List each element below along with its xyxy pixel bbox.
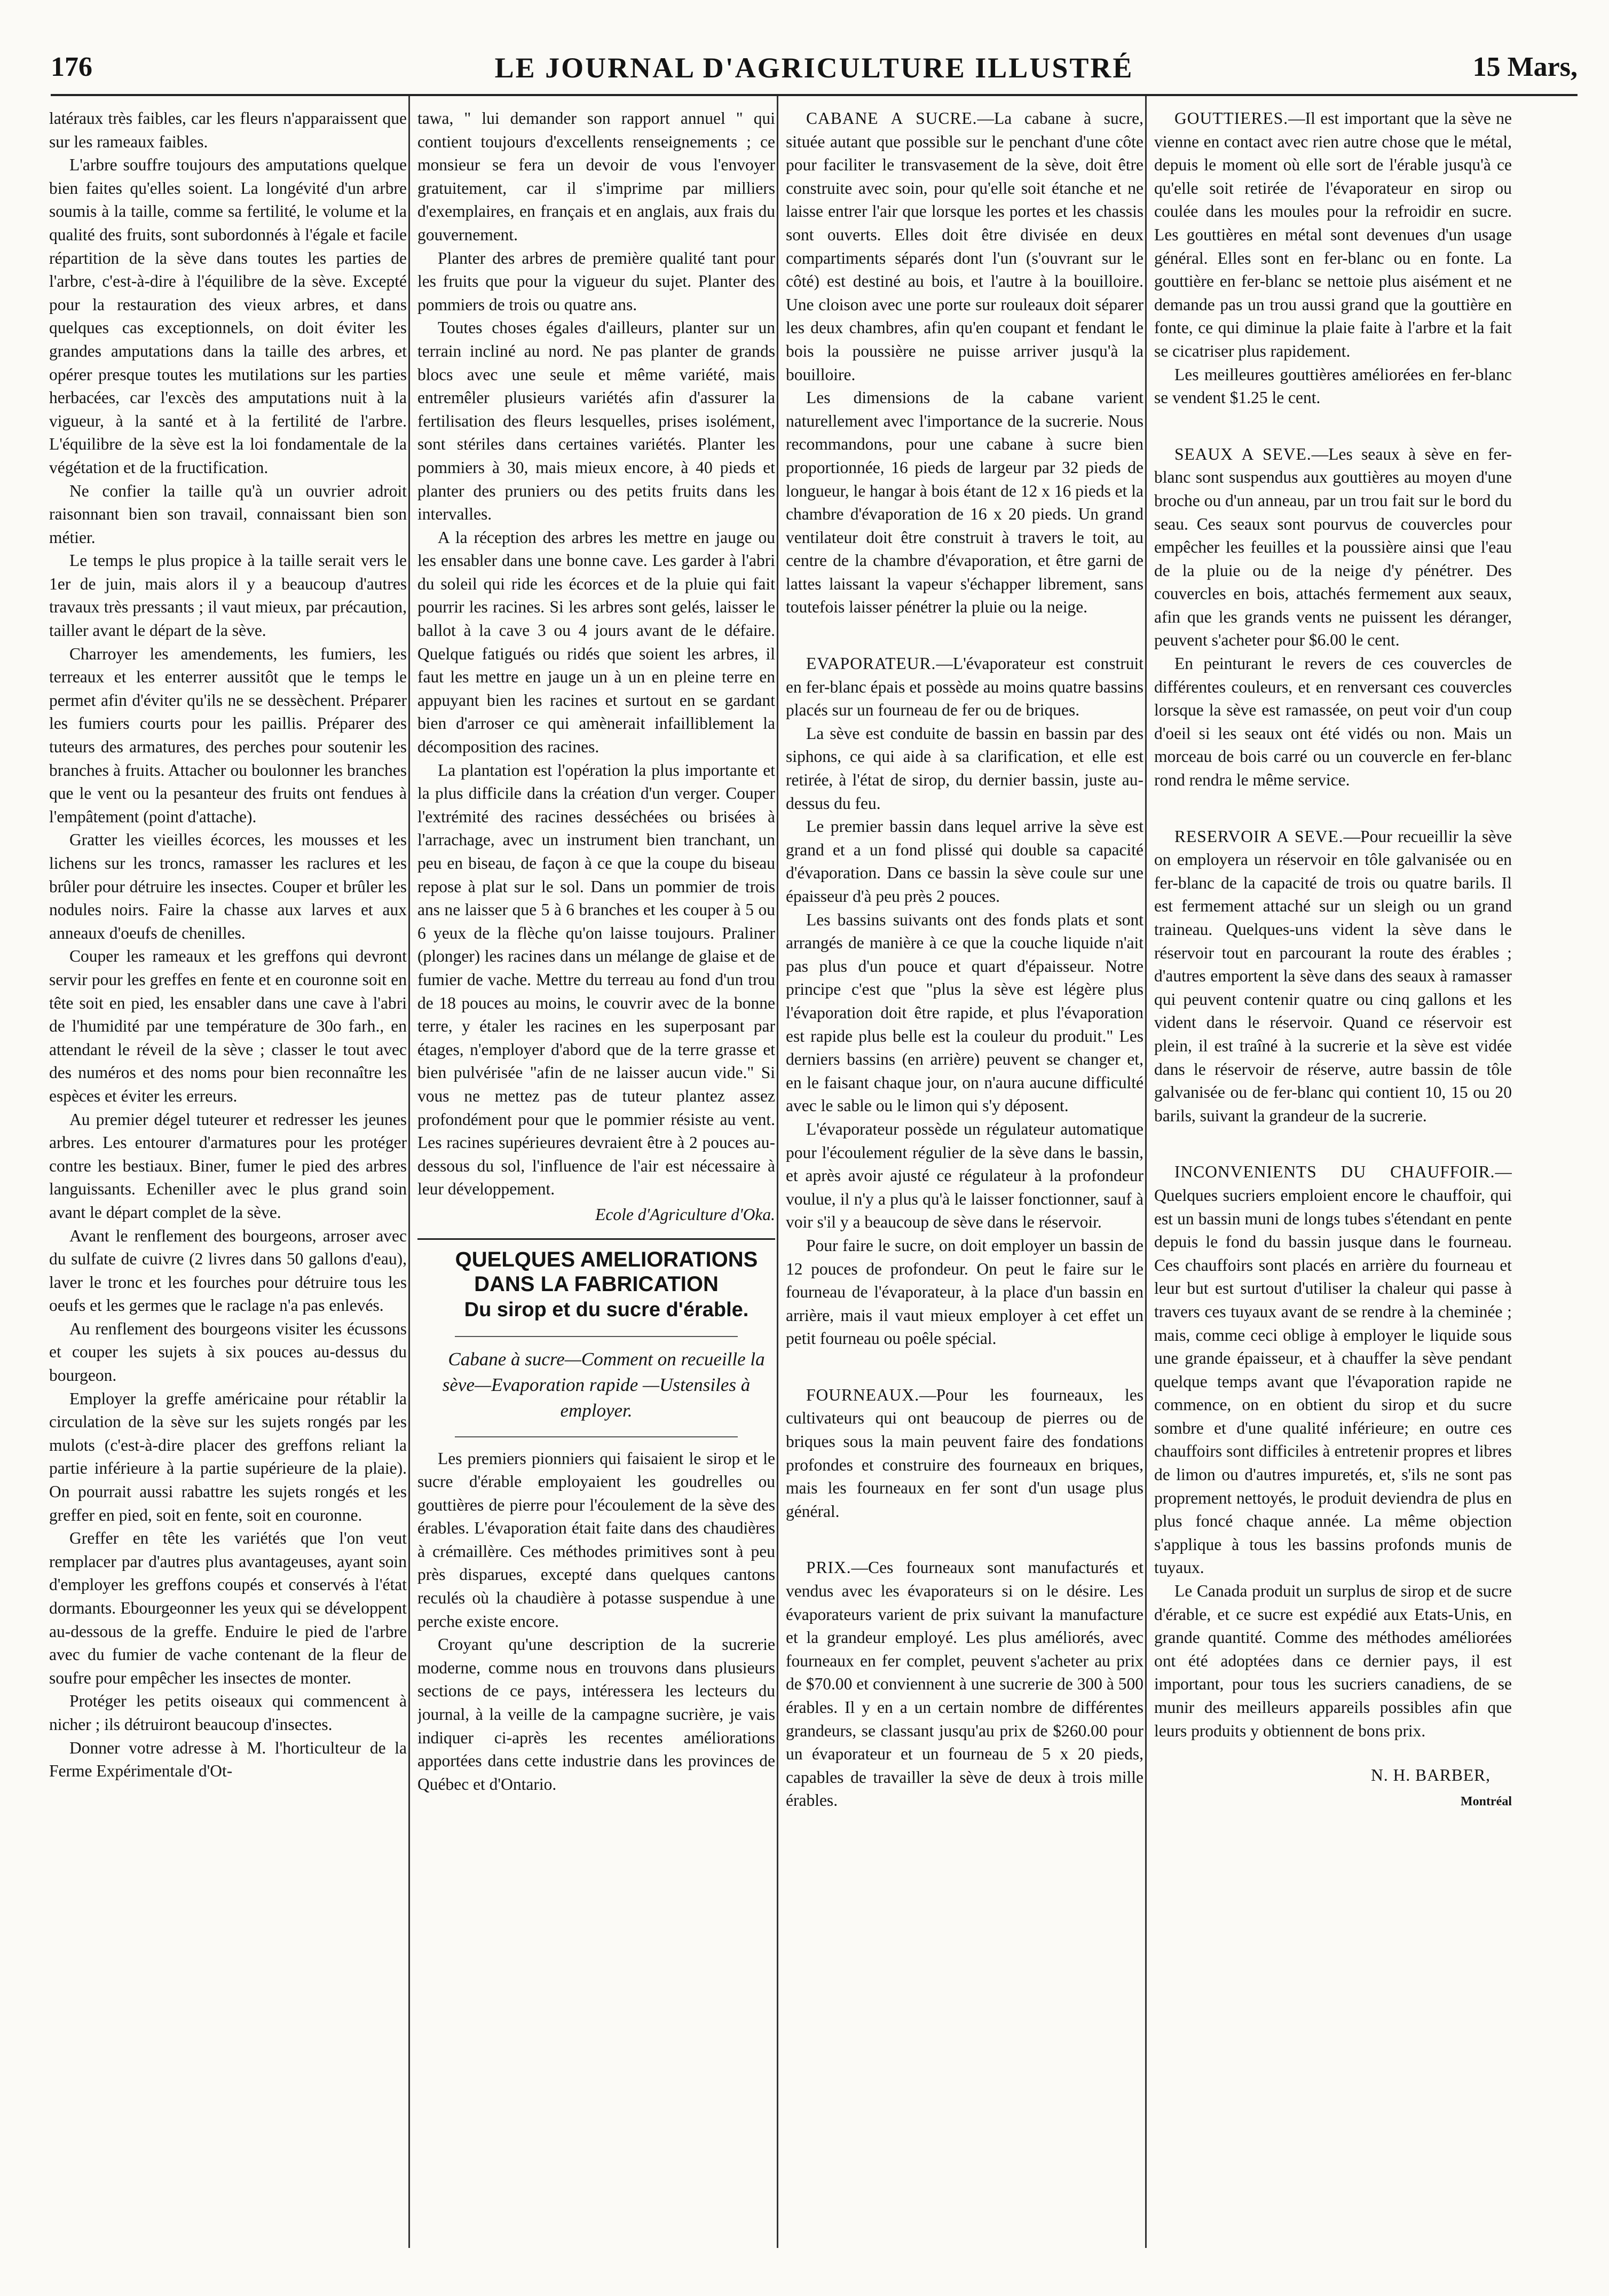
paragraph-text: Les seaux à sève en fer-blanc sont suspendus aux gouttières au moyen d'une broche ou d'un anneau, par un trou fait sur le bord du seau. Ces seaux sont pourvus de couvercles pour empêcher les feuilles et la poussière ainsi que l'eau de la pluie ou de la neige d'y pénétrer. Des couvercles en bois, attachés fermement aux seaux, afin que les grands vents ne puissent les déranger, peuvent s'acheter pour $6.00 le cent. (1154, 444, 1512, 650)
section-heading: EVAPORATEUR. (806, 654, 936, 673)
section-paragraph: SEAUX A SEVE.—Les seaux à sève en fer-blanc sont suspendus aux gouttières au moyen d'une broche ou d'un anneau, par un trou fait sur le bord du seau. Ces seaux sont pourvus de couvercles pour empêcher les feuilles et la poussière ainsi que l'eau de la pluie ou de la neige d'y pénétrer. Des couvercles en bois, attachés fermement aux seaux, afin que les grands vents ne puissent les déranger, peuvent s'acheter pour $6.00 le cent. (1154, 444, 1512, 650)
column-rule-3 (1145, 96, 1147, 2248)
paragraph: Planter des arbres de première qualité tant pour les fruits que pour la vigueur du sujet. Planter des pommiers de trois ou quatre ans. (417, 248, 775, 314)
paragraph: L'arbre souffre toujours des amputations quelque bien faites qu'elles soient. La longévité d'un arbre soumis à la taille, comme sa fertilité, le volume et la qualité des fruits, sont subordonnés à l'égale et facile répartition de la sève dans toutes les parties de l'arbre, c'est-à-dire à l'équilibre de la sève. Excepté pour la restauration des vieux arbres, et dans quelques cas exceptionnels, on doit éviter les grandes amputations dans la taille des arbres, et opérer presque toutes les mutilations sur les parties herbacées, car l'excès des amputations nuit à la vigueur, à la santé et à la fertilité de l'arbre. L'équilibre de la sève est la loi fondamentale de la végétation et de la fructification. (49, 155, 407, 477)
paragraph-text: Ces fourneaux sont manufacturés et vendus avec les évaporateurs si on le désire. Les évaporateurs varient de prix suivant la manufacture et la grandeur employé. Les plus améliorés, avec fourneaux en fer complet, peuvent s'acheter au prix de $70.00 et conviennent à une sucrerie de 300 à 500 érables. Il y en a un certain nombre de différentes grandeurs, se classant jusqu'au prix de $260.00 pour un évaporateur et un fourneau de 5 x 20 pieds, capables de travailler la sève de deux à trois mille érables. (786, 1558, 1143, 1810)
paragraph-text: L'évaporateur est construit en fer-blanc épais et possède au moins quatre bassins placés sur un fourneau de fer ou de briques. (786, 654, 1143, 720)
section-heading: CABANE A SUCRE. (806, 109, 977, 128)
paragraph-text: Pour recueillir la sève on employera un réservoir en tôle galvanisée ou en fer-blanc de la capacité de trois ou quatre barils. Il est fermement attaché sur un sleigh ou un grand traineau. Quelques-uns vident la sève dans le réservoir tout en parcourant la route des érables ; d'autres emportent la sève dans des seaux à ramasser qui peuvent contenir quatre ou cinq gallons et les vident dans le réservoir. Quand ce réservoir est plein, il est traîné à la sucrerie et la sève est vidée dans le réservoir de réserve, autre bassin de tôle galvanisée ou de fer-blanc qui contient 10, 15 ou 20 barils, suivant la grandeur de la sucrerie. (1154, 827, 1512, 1125)
paragraph: Le premier bassin dans lequel arrive la sève est grand et a un fond plissé qui double sa capacité d'évaporation. Dans ce bassin la sève coule sur une épaisseur d'à peu près 2 pouces. (786, 817, 1143, 906)
paragraph: La plantation est l'opération la plus importante et la plus difficile dans la création d'un verger. Couper l'extrémité des racines desséchées ou brisées à l'arrachage, avec un instrument bien tranchant, un peu en biseau, de façon à ce que la coupe du biseau repose à plat sur le sol. Dans un pommier de trois ans ne laisser que 5 à 6 branches et les couper à 5 ou 6 yeux de la flèche qu'on laisse toujours. Praliner (plonger) les racines dans un mélange de glaise et de fumier de vache. Mettre du terreau au fond d'un trou de 18 pouces au moins, le couvrir avec de la bonne terre, y étaler les racines en les superposant par étages, n'employer d'abord que de la terre grasse et bien pulvérisée "afin de ne laisser aucun vide." Si vous ne mettez pas de tuteur plantez assez profondément pour que le pommier résiste au vent. Les racines supérieures devraient être à 2 pouces au-dessous du sol, l'influence de l'air est nécessaire à leur développement. (417, 760, 775, 1199)
spacer (1154, 410, 1512, 443)
summary-rule (455, 1436, 738, 1437)
paragraph: latéraux très faibles, car les fleurs n'apparaissent que sur les rameaux faibles. (49, 109, 407, 151)
section-heading: FOURNEAUX. (806, 1385, 920, 1404)
section-paragraph: EVAPORATEUR.—L'évaporateur est construit en fer-blanc épais et possède au moins quatre bassins placés sur un fourneau de fer ou de briques. (786, 654, 1143, 720)
paragraph: Charroyer les amendements, les fumiers, les terreaux et les enterrer aussitôt que le temps le permet afin d'éviter qu'ils ne se dessèchent. Préparer les fumiers courts pour les paillis. Préparer des tuteurs des armatures, des perches pour soutenir les branches à fruits. Attacher ou boulonner les branches que le vent ou la pesanteur des fruits ont fendues à l'empâtement (point d'attache). (49, 644, 407, 826)
paragraph-text: Pour les fourneaux, les cultivateurs qui ont beaucoup de pierres ou de briques sous la main peuvent faire des fondations profondes et construire des fourneaux en briques, mais les fourneaux en fer sont d'un usage plus général. (786, 1385, 1143, 1521)
section-heading: RESERVOIR A SEVE. (1174, 827, 1344, 846)
article-title: QUELQUES AMELIORATIONS DANS LA FABRICATION (455, 1247, 758, 1296)
paragraph: Protéger les petits oiseaux qui commencent à nicher ; ils détruiront beaucoup d'insectes. (49, 1692, 407, 1734)
spacer (786, 1350, 1143, 1383)
paragraph: tawa, " lui demander son rapport annuel " qui contient toujours d'excellents renseignements ; ce monsieur se fera un devoir de vous l'envoyer gratuitement, car il s'imprime par milliers d'exemplaires, en français et en anglais, aux frais du gouvernement. (417, 109, 775, 244)
paragraph-text: La cabane à sucre, située autant que possible sur le penchant d'une côte pour faciliter le transvasement de la sève, doit être construite avec soin, pour qu'elle soit étanche et ne laisse entrer l'air que lorsque les portes et les chassis sont ouverts. Elles doit être divisée en deux compartiments séparés dont l'un (s'ouvrant sur le côté) est destiné au bois, et l'autre à la bouilloire. Une cloison avec une porte sur rouleaux doit séparer les deux chambres, afin qu'en coupant et fendant le bois la poussière ne puisse arriver jusqu'à la bouilloire. (786, 109, 1143, 384)
section-paragraph: INCONVENIENTS DU CHAUFFOIR.—Quelques sucriers emploient encore le chauffoir, qui est un bassin muni de longs tubes s'étendant en pente depuis le fond du bassin jusque dans le fourneau. Ces chauffoirs sont placés en arrière du fourneau et leur but est surtout d'utiliser la chaleur qui passe à travers ces tuyaux avant de se rendre à la cheminée ; mais, comme ceci oblige à employer le liquide sous une grande épaisseur, et à chauffer la sève pendant quelque temps avant que l'évaporation rapide ne commence, on en obtient du sirop et du sucre sombre et d'une qualité inférieure; en outre ces chauffoirs sont difficiles à entretenir propres et libres de limon ou d'autres impuretés, et, s'ils ne sont pas proprement nettoyés, le produit deviendra de plus en plus foncé chaque année. La même objection s'applique à tous les bassins profonds munis de tuyaux. (1154, 1162, 1512, 1577)
paragraph: L'évaporateur possède un régulateur automatique pour l'écoulement régulier de la sève dans le bassin, et après avoir ajusté ce régulateur à la profondeur voulue, il n'y a plus qu'à le laisser fonctionner, sauf à voir s'il y a beaucoup de sève dans le réservoir. (786, 1119, 1143, 1232)
author-place: Montréal (1461, 1794, 1512, 1809)
section-paragraph: CABANE A SUCRE.—La cabane à sucre, située autant que possible sur le penchant d'une côte pour faciliter le transvasement de la sève, doit être construite avec soin, pour qu'elle soit étanche et ne laisse entrer l'air que lorsque les portes et les chassis sont ouverts. Elles doit être divisée en deux compartiments séparés dont l'un (s'ouvrant sur le côté) est destiné au bois, et l'autre à la bouilloire. Une cloison avec une porte sur rouleaux doit séparer les deux chambres, afin qu'en coupant et fendant le bois la poussière ne puisse arriver jusqu'à la bouilloire. (786, 109, 1143, 384)
paragraph: Avant le renflement des bourgeons, arroser avec du sulfate de cuivre (2 livres dans 50 gallons d'eau), laver le tronc et les fourches pour détruire tous les oeufs et les germes que le raclage n'a pas enlevés. (49, 1226, 407, 1315)
paragraph: Les premiers pionniers qui faisaient le sirop et le sucre d'érable employaient les goudrelles ou gouttières de pierre pour l'écoulement de la sève des érables. L'évaporation était faite dans des chaudières à crémaillère. Ces méthodes primitives sont à peu près disparues, excepté dans quelques cantons reculés où la chaudière à potasse suspendue à une perche existe encore. (417, 1449, 775, 1631)
column-4 (1154, 107, 1512, 2259)
paragraph: Greffer en tête les variétés que l'on veut remplacer par d'autres plus avantageuses, ayant soin d'employer les greffons coupés et conservés à l'état dormants. Ebourgeonner les yeux qui se développent au-dessous de la greffe. Enduire le pied de l'arbre avec du fumier de vache contenant de la fleur de soufre pour empêcher les insectes de monter. (49, 1529, 407, 1687)
paragraph: La sève est conduite de bassin en bassin par des siphons, ce qui aide à sa clarification, et elle est retirée, à l'état de sirop, du dernier bassin, juste au-dessus du feu. (786, 724, 1143, 813)
paragraph: Donner votre adresse à M. l'horticulteur de la Ferme Expérimentale d'Ot- (49, 1738, 407, 1781)
column-rule-2 (777, 96, 778, 2248)
paragraph: Gratter les vieilles écorces, les mousses et les lichens sur les troncs, ramasser les raclures et les brûler pour détruire les insectes. Couper et brûler les nodules noirs. Faire la chasse aux larves et aux anneaux d'oeufs de chenilles. (49, 830, 407, 942)
paragraph: Au premier dégel tuteurer et redresser les jeunes arbres. Les entourer d'armatures pour les protéger contre les bestiaux. Biner, fumer le pied des arbres languissants. Echeniller avec le plus grand soin avant le départ complet de la sève. (49, 1110, 407, 1222)
paragraph: Toutes choses égales d'ailleurs, planter sur un terrain incliné au nord. Ne pas planter de grands blocs avec une seule et même variété, mais entremêler plusieurs variétés afin d'assurer la fertilisation des fleurs lesquelles, prises isolément, sont stériles dans certaines variétés. Planter les pommiers à 30, mais mieux encore, à 40 pieds et planter des pruniers ou des petits fruits dans les intervalles. (417, 318, 775, 524)
paragraph-text: Quelques sucriers emploient encore le chauffoir, qui est un bassin muni de longs tubes s'étendant en pente depuis le fond du bassin jusque dans le fourneau. Ces chauffoirs sont placés en arrière du fourneau et leur but est surtout d'utiliser la chaleur qui passe à travers ces tuyaux avant de se rendre à la cheminée ; mais, comme ceci oblige à employer le liquide sous une grande épaisseur, et à chauffer la sève pendant quelque temps avant que l'évaporation rapide ne commence, on en obtient du sirop et du sucre sombre et d'une qualité inférieure; en outre ces chauffoirs sont difficiles à entretenir propres et libres de limon ou d'autres impuretés, et, s'ils ne sont pas proprement nettoyés, le produit deviendra de plus en plus foncé chaque année. La même objection s'applique à tous les bassins profonds munis de tuyaux. (1154, 1185, 1512, 1577)
author-name: N. H. BARBER, (1371, 1766, 1490, 1785)
section-paragraph: FOURNEAUX.—Pour les fourneaux, les cultivateurs qui ont beaucoup de pierres ou de briques sous la main peuvent faire des fondations profondes et construire des fourneaux en briques, mais les fourneaux en fer sont d'un usage plus général. (786, 1385, 1143, 1521)
spacer (1154, 1127, 1512, 1160)
paragraph: A la réception des arbres les mettre en jauge ou les ensabler dans une bonne cave. Les garder à l'abri du soleil qui ride les écorces et de la pluie qui fait pourrir les racines. Si les arbres sont gelés, laisser le ballot à la cave 3 ou 4 jours avant de le défaire. Quelque fatigués ou ridés que soient les arbres, il faut les mettre en jauge un à un en pleine terre en appuyant bien les racines et surtout en se gardant bien d'arroser ce qui amènerait infailliblement la décomposition des racines. (417, 528, 775, 757)
article-signature: Ecole d'Agriculture d'Oka. (595, 1205, 775, 1224)
paragraph: Les meilleures gouttières améliorées en fer-blanc se vendent $1.25 le cent. (1154, 365, 1512, 407)
column-1 (49, 107, 407, 2259)
section-heading: SEAUX A SEVE. (1174, 444, 1312, 463)
paragraph: Le Canada produit un surplus de sirop et de sucre d'érable, et ce sucre est expédié aux Etats-Unis, en grande quantité. Comme des méthodes améliorées ont été adoptées dans ce dernier pays, il est important, pour tous les sucriers canadiens, de se munir des meilleurs appareils possibles afin que leurs produits y obtiennent de bons prix. (1154, 1582, 1512, 1740)
article-separator (417, 1238, 775, 1240)
section-paragraph: PRIX.—Ces fourneaux sont manufacturés et vendus avec les évaporateurs si on le désire. Les évaporateurs varient de prix suivant la manufacture et la grandeur employé. Les plus améliorés, avec fourneaux en fer complet, peuvent s'acheter au prix de $70.00 et conviennent à une sucrerie de 300 à 500 érables. Il y en a un certain nombre de différentes grandeurs, se classant jusqu'au prix de $260.00 pour un évaporateur et un fourneau de 5 x 20 pieds, capables de travailler la sève de deux à trois mille érables. (786, 1558, 1143, 1810)
journal-title: LE JOURNAL D'AGRICULTURE ILLUSTRÉ (494, 52, 1134, 84)
issue-date: 15 Mars, (1472, 52, 1578, 82)
paragraph: En peinturant le revers de ces couvercles de différentes couleurs, et en renversant ces couvercles lorsque la sève est ramassée, on peut voir d'un coup d'oeil si les seaux ont été vidés ou non. Mais un morceau de bois carré ou un couvercle en fer-blanc rond rendra le même service. (1154, 654, 1512, 790)
paragraph: Le temps le plus propice à la taille serait vers le 1er de juin, mais alors il y a beaucoup d'autres travaux très pressants ; il vaut mieux, par précaution, tailler avant le départ de la sève. (49, 551, 407, 640)
paragraph: Les dimensions de la cabane varient naturellement avec l'importance de la sucrerie. Nous recommandons, pour une cabane à sucre bien proportionnée, 16 pieds de largeur par 32 pieds de longueur, le hangar à bois étant de 12 x 16 pieds et la chambre d'évaporation de 16 x 20 pieds. Un grand ventilateur doit être construit à travers le toit, au centre de la chambre d'évaporation, et être garni de lattes laissant la vapeur s'échapper librement, sans toutefois laisser pénétrer la pluie ou la neige. (786, 388, 1143, 617)
paragraph: Employer la greffe américaine pour rétablir la circulation de la sève sur les sujets rongés par les mulots (c'est-à-dire placer des greffons reliant la partie inférieure à la partie supérieure de la plaie). On pourrait aussi rabattre les sujets rongés et les greffer en pied, soit en fente, soit en couronne. (49, 1389, 407, 1524)
article-subtitle: Du sirop et du sucre d'érable. (464, 1298, 749, 1321)
column-3 (786, 107, 1143, 2259)
column-2 (417, 107, 775, 2259)
section-paragraph: GOUTTIERES.—Il est important que la sève ne vienne en contact avec rien autre chose que le métal, depuis le moment où elle sort de l'érable jusqu'à ce qu'elle soit retirée de l'évaporateur en sirop ou coulée dans les moules pour la refroidir en sucre. Les gouttières en métal sont devenues d'un usage général. Elles sont en fer-blanc ou en fonte. La gouttière en fer-blanc se nettoie plus aisément et ne demande pas un trou aussi grand que la gouttière en fonte, ce qui diminue la plaie faite à l'arbre et la fait se cicatriser plus rapidement. (1154, 109, 1512, 360)
subtitle-rule (455, 1336, 738, 1337)
page-number: 176 (51, 52, 92, 82)
page-header (51, 51, 1578, 94)
spacer (1154, 792, 1512, 825)
section-heading: GOUTTIERES. (1174, 109, 1289, 128)
spacer (786, 619, 1143, 652)
paragraph: Au renflement des bourgeons visiter les écussons et couper les sujets à six pouces au-dessus du bourgeon. (49, 1319, 407, 1385)
article-summary: Cabane à sucre—Comment on recueille la sève—Evaporation rapide —Ustensiles à employer. (442, 1348, 765, 1421)
section-heading: INCONVENIENTS DU CHAUFFOIR. (1174, 1162, 1495, 1182)
paragraph: Les bassins suivants ont des fonds plats et sont arrangés de manière à ce que la couche liquide n'ait pas plus d'un pouce et quart d'épaisseur. Notre principe c'est que "plus la sève est légère plus l'évaporation doit être rapide, et plus l'évaporation est rapide plus belle est la couleur du produit." Les derniers bassins (en arrière) peuvent se changer et, en le faisant chaque jour, on n'aura aucune difficulté avec le sable ou le limon qui s'y déposent. (786, 910, 1143, 1115)
paragraph: Croyant qu'une description de la sucrerie moderne, comme nous en trouvons dans plusieurs sections de ce pays, intéressera les lecteurs du journal, à la veille de la campagne sucrière, je vais indiquer ci-après les recentes améliorations apportées dans cette industrie dans les provinces de Québec et d'Ontario. (417, 1635, 775, 1794)
paragraph-text: Il est important que la sève ne vienne en contact avec rien autre chose que le métal, depuis le moment où elle sort de l'érable jusqu'à ce qu'elle soit retirée de l'évaporateur en sirop ou coulée dans les moules pour la refroidir en sucre. Les gouttières en métal sont devenues d'un usage général. Elles sont en fer-blanc ou en fonte. La gouttière en fer-blanc se nettoie plus aisément et ne demande pas un trou aussi grand que la gouttière en fonte, ce qui diminue la plaie faite à l'arbre et la fait se cicatriser plus rapidement. (1154, 109, 1512, 360)
section-heading: PRIX. (806, 1558, 851, 1577)
column-rule-1 (408, 96, 410, 2248)
section-paragraph: RESERVOIR A SEVE.—Pour recueillir la sève on employera un réservoir en tôle galvanisée ou en fer-blanc de la capacité de trois ou quatre barils. Il est fermement attaché sur un sleigh ou un grand traineau. Quelques-uns vident la sève dans le réservoir tout en parcourant la route des érables ; d'autres emportent la sève dans des seaux à ramasser qui peuvent contenir quatre ou cinq gallons et les vident dans le réservoir. Quand ce réservoir est plein, il est traîné à la sucrerie et la sève est vidée dans le réservoir de réserve, autre bassin de tôle galvanisée ou de fer-blanc qui contient 10, 15 ou 20 barils, suivant la grandeur de la sucrerie. (1154, 827, 1512, 1125)
paragraph: Couper les rameaux et les greffons qui devront servir pour les greffes en fente et en couronne soit en tête soit en pied, les ensabler dans une cave à l'abri de l'humidité par une température de 30o farh., en attendant le réveil de la sève ; classer le tout avec des numéros et des noms pour bien reconnaître les espèces et éviter les erreurs. (49, 947, 407, 1105)
header-rule (51, 94, 1578, 96)
spacer (786, 1523, 1143, 1556)
paragraph: Pour faire le sucre, on doit employer un bassin de 12 pouces de profondeur. On peut le faire sur le fourneau de l'évaporateur, à la place d'un bassin en arrière, mais il vaut mieux employer à cet effet un petit fourneau ou poêle spécial. (786, 1236, 1143, 1348)
paragraph: Ne confier la taille qu'à un ouvrier adroit raisonnant bien son travail, connaissant bien son métier. (49, 481, 407, 547)
